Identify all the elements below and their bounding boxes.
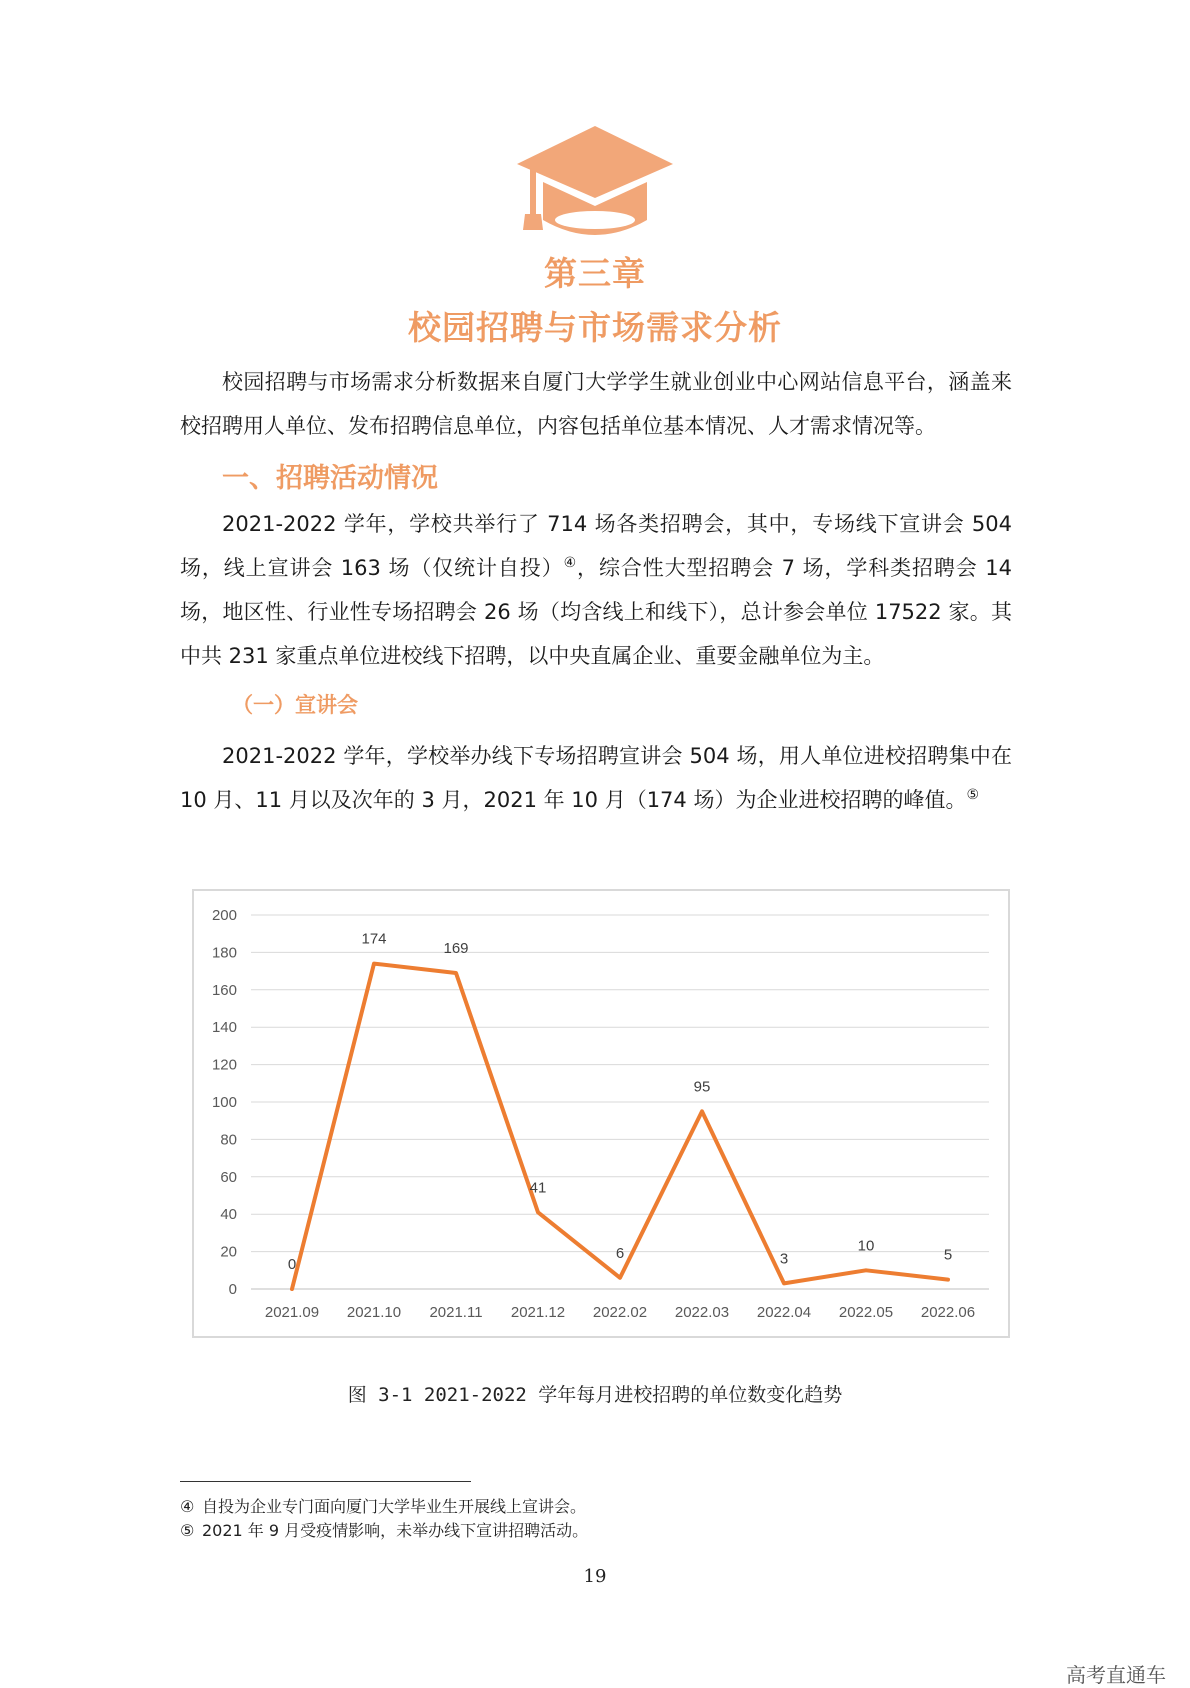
data-point [947, 1278, 950, 1281]
line-chart [192, 889, 1010, 1338]
footnote-ref-4[interactable]: ④ [563, 555, 578, 571]
x-tick-label: 2022.04 [756, 1304, 812, 1321]
data-point [865, 1269, 868, 1272]
data-point [537, 1211, 540, 1214]
x-tick-label: 2022.02 [592, 1304, 648, 1321]
intro-paragraph: 校园招聘与市场需求分析数据来自厦门大学学生就业创业中心网站信息平台，涵盖来校招聘用人单位、发布招聘信息单位，内容包括单位基本情况、人才需求情况等。 [180, 370, 1012, 438]
footnote-text: 自投为企业专门面向厦门大学毕业生开展线上宣讲会。 [202, 1497, 587, 1516]
x-tick-label: 2022.03 [674, 1304, 730, 1321]
y-tick-label: 0 [228, 1281, 237, 1298]
y-tick-label: 60 [220, 1168, 237, 1186]
data-point [783, 1282, 786, 1285]
summary-text-b: ，综合性大型招聘会 7 场，学科类招聘会 14 场，地区性、行业性专场招聘会 26 场（均含线上和线下），总计参会单位 17522 家。其中共 231 家重点单位进校线下招聘，以中央直属企业、重要金融单位为主。 [180, 556, 1012, 668]
data-label: 0 [287, 1256, 297, 1273]
graduation-cap-icon [513, 124, 677, 242]
section-heading: 一、招聘活动情况 [222, 463, 438, 494]
y-tick-label: 100 [211, 1094, 237, 1111]
data-point [701, 1110, 704, 1113]
data-label: 169 [443, 939, 469, 957]
y-tick-label: 180 [211, 944, 237, 962]
x-tick-label: 2022.06 [920, 1304, 976, 1321]
x-tick-label: 2021.11 [429, 1304, 483, 1321]
data-label: 6 [615, 1244, 625, 1262]
seminar-text: 2021-2022 学年，学校举办线下专场招聘宣讲会 504 场，用人单位进校招聘集中在 10 月、11 月以及次年的 3 月，2021 年 10 月（174 场）为企业进校招聘的峰值。 [180, 744, 1012, 812]
data-label: 95 [693, 1078, 711, 1096]
y-tick-label: 120 [211, 1056, 237, 1074]
data-point [373, 962, 376, 965]
data-label: 3 [779, 1250, 789, 1268]
data-point [291, 1288, 294, 1291]
footnote-mark: ④ [180, 1497, 195, 1516]
y-tick-label: 160 [211, 981, 237, 999]
y-tick-label: 20 [220, 1243, 237, 1261]
recruitment-summary-paragraph [180, 502, 1012, 678]
sub-heading: （一）宣讲会 [232, 693, 358, 717]
y-tick-label: 80 [220, 1131, 237, 1149]
x-tick-label: 2021.10 [346, 1304, 402, 1321]
page-number: 19 [583, 1566, 607, 1587]
x-tick-label: 2022.05 [838, 1304, 894, 1321]
data-point [455, 971, 458, 974]
data-label: 5 [943, 1246, 953, 1264]
x-tick-label: 2021.09 [264, 1304, 320, 1321]
data-point [619, 1276, 622, 1279]
footnote-divider [180, 1481, 471, 1482]
footnote-5 [180, 1518, 588, 1541]
seminar-paragraph [180, 734, 1012, 822]
series-line [292, 964, 948, 1289]
footnote-4 [180, 1494, 586, 1517]
footnote-text: 2021 年 9 月受疫情影响，未举办线下宣讲招聘活动。 [202, 1521, 589, 1540]
footnote-ref-5[interactable]: ⑤ [966, 787, 980, 803]
y-tick-label: 200 [211, 907, 237, 924]
figure-caption: 图 3-1 2021-2022 学年每月进校招聘的单位数变化趋势 [347, 1384, 843, 1406]
watermark: 高考直通车 [1066, 1663, 1166, 1687]
data-label: 41 [529, 1179, 547, 1197]
chapter-title: 校园招聘与市场需求分析 [408, 308, 782, 347]
chart-canvas [194, 891, 1012, 1340]
chapter-number: 第三章 [544, 254, 646, 293]
data-label: 174 [361, 930, 387, 948]
data-label: 10 [857, 1237, 875, 1255]
summary-text-a: 2021-2022 学年，学校共举行了 714 场各类招聘会，其中，专场线下宣讲会 504 场，线上宣讲会 163 场（仅统计自投） [180, 512, 1012, 580]
y-tick-label: 140 [211, 1019, 237, 1037]
footnote-mark: ⑤ [180, 1521, 195, 1540]
y-tick-label: 40 [220, 1206, 237, 1224]
x-tick-label: 2021.12 [510, 1304, 566, 1321]
